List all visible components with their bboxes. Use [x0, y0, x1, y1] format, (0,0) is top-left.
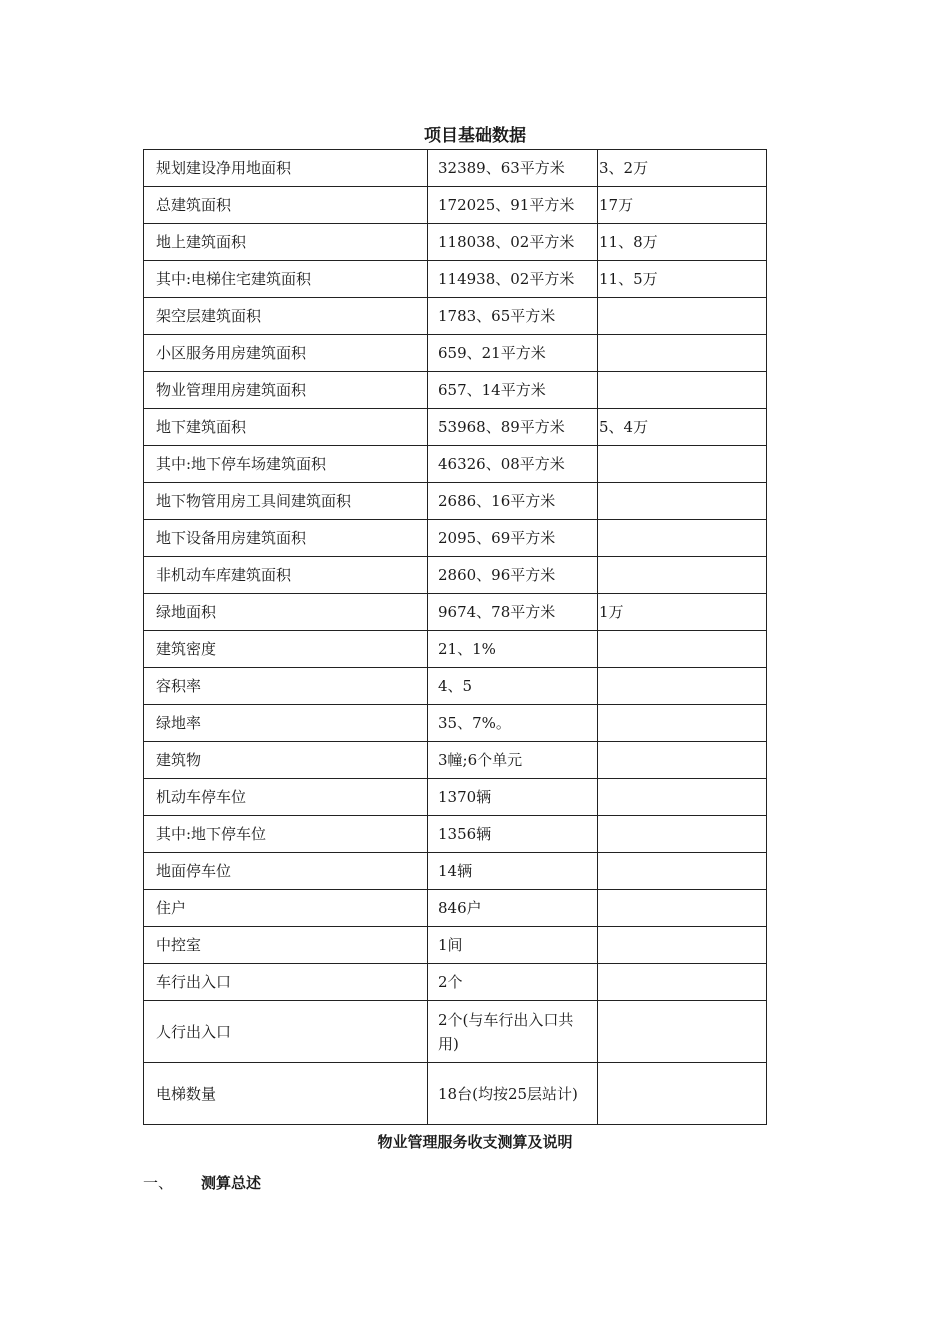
row-value-cell: 9674、78平方米	[428, 594, 598, 631]
project-data-table	[143, 149, 767, 1125]
row-note-cell: 17万	[598, 187, 767, 224]
row-value-cell: 2686、16平方米	[428, 483, 598, 520]
table-row	[144, 1063, 767, 1125]
row-item-cell: 住户	[144, 890, 428, 927]
row-item-cell: 架空层建筑面积	[144, 298, 428, 335]
row-value-cell: 53968、89平方米	[428, 409, 598, 446]
table-row	[144, 964, 767, 1001]
table-row	[144, 557, 767, 594]
row-value-cell: 2860、96平方米	[428, 557, 598, 594]
row-note-cell: 11、5万	[598, 261, 767, 298]
row-value-cell: 1间	[428, 927, 598, 964]
row-note-cell	[598, 298, 767, 335]
row-value-cell: 14辆	[428, 853, 598, 890]
table-row	[144, 483, 767, 520]
row-item-cell: 小区服务用房建筑面积	[144, 335, 428, 372]
subsection-number: 一、	[143, 1174, 174, 1192]
row-item-cell: 非机动车库建筑面积	[144, 557, 428, 594]
row-note-cell	[598, 631, 767, 668]
row-item-cell: 绿地面积	[144, 594, 428, 631]
row-note-cell	[598, 372, 767, 409]
row-value-cell: 2个	[428, 964, 598, 1001]
row-note-cell: 3、2万	[598, 150, 767, 187]
row-note-cell	[598, 964, 767, 1001]
row-note-cell	[598, 705, 767, 742]
row-item-cell: 建筑物	[144, 742, 428, 779]
row-note-cell	[598, 557, 767, 594]
row-value-cell: 32389、63平方米	[428, 150, 598, 187]
row-note-cell: 1万	[598, 594, 767, 631]
row-item-cell: 绿地率	[144, 705, 428, 742]
row-item-cell: 物业管理用房建筑面积	[144, 372, 428, 409]
row-value-cell: 1356辆	[428, 816, 598, 853]
row-item-cell: 地上建筑面积	[144, 224, 428, 261]
row-value-cell: 118038、02平方米	[428, 224, 598, 261]
row-note-cell	[598, 816, 767, 853]
table-row	[144, 520, 767, 557]
page-title: 项目基础数据	[424, 126, 526, 146]
row-note-cell	[598, 520, 767, 557]
row-value-cell: 1370辆	[428, 779, 598, 816]
row-value-cell: 846户	[428, 890, 598, 927]
table-row	[144, 446, 767, 483]
table-body	[144, 150, 767, 1125]
row-note-cell: 11、8万	[598, 224, 767, 261]
table-row	[144, 261, 767, 298]
row-value-cell: 46326、08平方米	[428, 446, 598, 483]
row-note-cell	[598, 668, 767, 705]
row-item-cell: 规划建设净用地面积	[144, 150, 428, 187]
row-item-cell: 总建筑面积	[144, 187, 428, 224]
row-item-cell: 建筑密度	[144, 631, 428, 668]
table-row	[144, 816, 767, 853]
row-value-cell: 21、1%	[428, 631, 598, 668]
row-value-cell: 114938、02平方米	[428, 261, 598, 298]
row-item-cell: 车行出入口	[144, 964, 428, 1001]
row-note-cell	[598, 1063, 767, 1125]
table-row	[144, 631, 767, 668]
row-value-cell: 657、14平方米	[428, 372, 598, 409]
row-item-cell: 其中:地下停车位	[144, 816, 428, 853]
row-item-cell: 地下建筑面积	[144, 409, 428, 446]
row-item-cell: 其中:电梯住宅建筑面积	[144, 261, 428, 298]
table-row	[144, 853, 767, 890]
row-item-cell: 容积率	[144, 668, 428, 705]
row-note-cell	[598, 483, 767, 520]
table-row	[144, 927, 767, 964]
table-row	[144, 594, 767, 631]
row-value-cell: 2095、69平方米	[428, 520, 598, 557]
row-item-cell: 电梯数量	[144, 1063, 428, 1125]
row-item-cell: 机动车停车位	[144, 779, 428, 816]
table-row	[144, 224, 767, 261]
table-row	[144, 150, 767, 187]
row-note-cell: 5、4万	[598, 409, 767, 446]
row-note-cell	[598, 853, 767, 890]
row-value-cell: 2个(与车行出入口共用)	[428, 1001, 598, 1063]
row-note-cell	[598, 1001, 767, 1063]
table-row	[144, 409, 767, 446]
row-item-cell: 人行出入口	[144, 1001, 428, 1063]
row-item-cell: 其中:地下停车场建筑面积	[144, 446, 428, 483]
row-value-cell: 172025、91平方米	[428, 187, 598, 224]
row-note-cell	[598, 927, 767, 964]
row-value-cell: 3幢;6个单元	[428, 742, 598, 779]
row-item-cell: 地面停车位	[144, 853, 428, 890]
table-row	[144, 779, 767, 816]
table-row	[144, 335, 767, 372]
subsection-heading	[143, 1173, 261, 1193]
row-note-cell	[598, 890, 767, 927]
table-row	[144, 187, 767, 224]
row-note-cell	[598, 446, 767, 483]
row-value-cell: 1783、65平方米	[428, 298, 598, 335]
row-value-cell: 35、7%。	[428, 705, 598, 742]
row-value-cell: 18台(均按25层站计)	[428, 1063, 598, 1125]
section-title: 物业管理服务收支测算及说明	[377, 1133, 573, 1151]
row-value-cell: 659、21平方米	[428, 335, 598, 372]
table-row	[144, 890, 767, 927]
table-row	[144, 668, 767, 705]
table-row	[144, 372, 767, 409]
row-item-cell: 地下物管用房工具间建筑面积	[144, 483, 428, 520]
table-row	[144, 742, 767, 779]
row-item-cell: 中控室	[144, 927, 428, 964]
row-item-cell: 地下设备用房建筑面积	[144, 520, 428, 557]
subsection-title: 测算总述	[201, 1174, 262, 1192]
table-row	[144, 298, 767, 335]
row-note-cell	[598, 779, 767, 816]
table-row	[144, 1001, 767, 1063]
row-note-cell	[598, 742, 767, 779]
table-row	[144, 705, 767, 742]
row-note-cell	[598, 335, 767, 372]
row-value-cell: 4、5	[428, 668, 598, 705]
